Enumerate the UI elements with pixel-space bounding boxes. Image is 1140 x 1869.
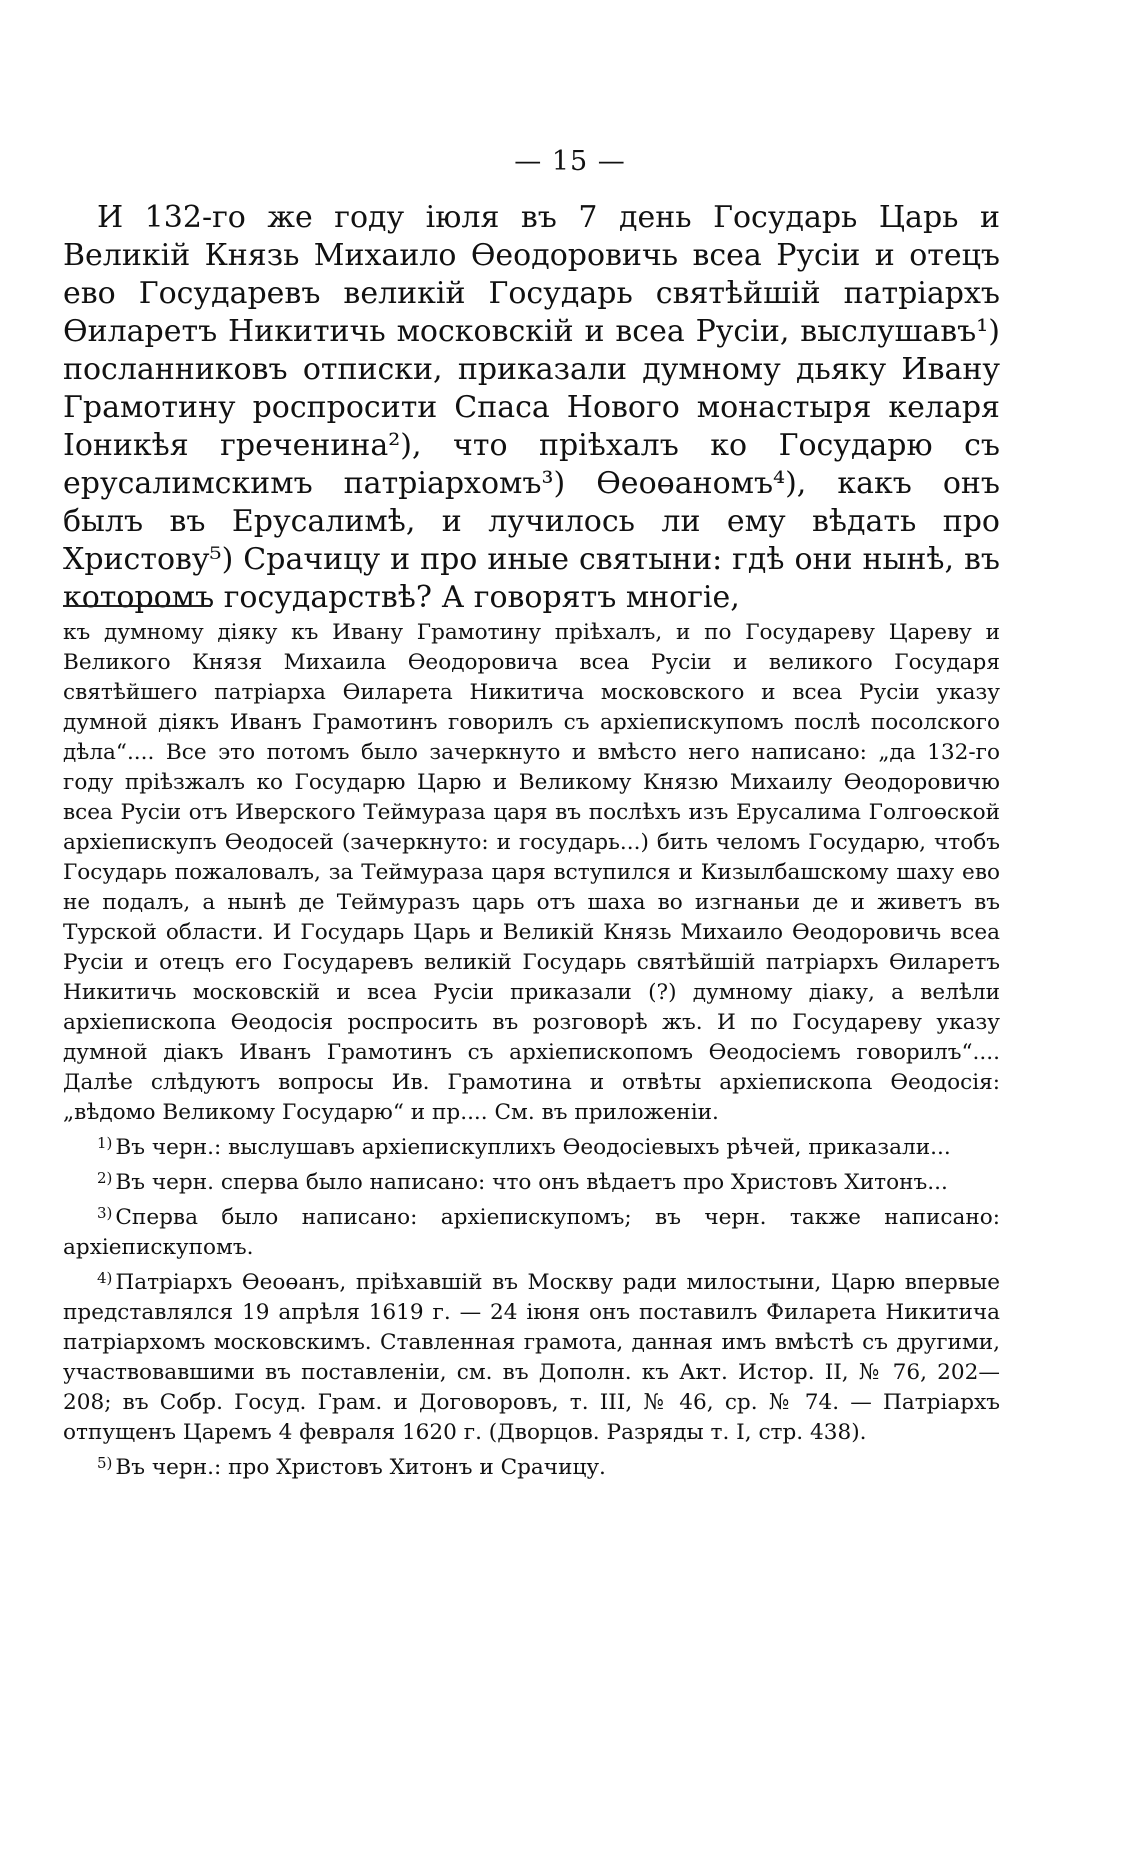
footnote-3 <box>63 1198 1000 1263</box>
footnote-4 <box>63 1263 1000 1448</box>
footnotes-block <box>63 618 1000 1483</box>
footnote-4-mark: 4) <box>97 1269 113 1287</box>
footnote-2 <box>63 1163 1000 1198</box>
page-number: — 15 — <box>514 146 626 177</box>
footnote-5 <box>63 1448 1000 1483</box>
footnote-1-text: Въ черн.: выслушавъ архіепискуплихъ Өеодосіевыхъ рѣчей, приказали... <box>115 1135 951 1160</box>
footnote-2-mark: 2) <box>97 1169 113 1187</box>
footnote-3-mark: 3) <box>97 1204 113 1222</box>
footnote-3-text: Сперва было написано: архіепискупомъ; въ черн. также написано: архіепискупомъ. <box>63 1205 1000 1260</box>
footnote-continuation: къ думному діяку къ Ивану Грамотину пріѣхалъ, и по Государеву Цареву и Великого Князя Михаила Өеодоровича всеа Русіи и великого Государя святѣйшего патріарха Өиларета Никитича московского и всеа Русіи указу думной діякъ Иванъ Грамотинъ говорилъ съ архіепискупомъ послѣ посолского дѣла“.... Все это потомъ было зачеркнуто и вмѣсто него написано: „да 132-го году пріѣзжалъ ко Государю Царю и Великому Князю Михаилу Өеодоровичю всеа Русіи отъ Иверского Теймураза царя въ послѣхъ изъ Ерусалима Голгоөской архіепискупъ Өеодосей (зачеркнуто: и государь...) бить челомъ Государю, чтобъ Государь пожаловалъ, за Теймураза царя вступился и Кизылбашскому шаху ево не подалъ, а нынѣ де Теймуразъ царь отъ шаха во изгнаньи де и живетъ въ Турской области. И Государь Царь и Великій Князь Михаило Өеодоровичь всеа Русіи и отецъ его Государевъ великій Государь святѣйшій патріархъ Өиларетъ Никитичь московскій и всеа Русіи приказали (?) думному діаку, а велѣли архіепископа Өеодосія роспросить въ розговорѣ жъ. И по Государеву указу думной діакъ Иванъ Грамотинъ съ архіепископомъ Өеодосіемъ говорилъ“.... Далѣе слѣдуютъ вопросы Ив. Грамотина и отвѣты архіепископа Өеодосія: „вѣдомо Великому Государю“ и пр.... См. въ приложеніи. <box>63 620 1000 1125</box>
footnote-5-text: Въ черн.: про Христовъ Хитонъ и Срачицу. <box>115 1455 606 1480</box>
footnote-1 <box>63 1128 1000 1163</box>
footnote-1-mark: 1) <box>97 1134 113 1152</box>
footnote-4-text: Патріархъ Өеоөанъ, пріѣхавшій въ Москву ради милостыни, Царю впервые представлялся 19 апрѣля 1619 г. — 24 іюня онъ поставилъ Филарета Никитича патріархомъ московскимъ. Ставленная грамота, данная имъ вмѣстѣ съ другими, участвовавшими въ поставленіи, см. въ Дополн. къ Акт. Истор. II, № 76, 202—208; въ Собр. Госуд. Грам. и Договоровъ, т. III, № 46, ср. № 74. — Патріархъ отпущенъ Царемъ 4 февраля 1620 г. (Дворцов. Разряды т. I, стр. 438). <box>63 1270 1000 1445</box>
footnote-5-mark: 5) <box>97 1454 113 1472</box>
main-paragraph: И 132-го же году іюля въ 7 день Государь Царь и Великій Князь Михаило Өеодоровичь всеа Русіи и отецъ ево Государевъ великій Государь святѣйшій патріархъ Өиларетъ Никитичь московскій и всеа Русіи, выслушавъ¹) посланниковъ отписки, приказали думному дьяку Ивану Грамотину роспросити Спаса Нового монастыря келаря Іоникѣя греченина²), что пріѣхалъ ко Государю съ ерусалимскимъ патріархомъ³) Өеоөаномъ⁴), какъ онъ былъ въ Ерусалимѣ, и лучилось ли ему вѣдать про Христову⁵) Срачицу и про иные святыни: гдѣ они нынѣ, въ которомъ государствѣ? А говорятъ многіе, <box>63 200 1000 615</box>
footnote-separator <box>63 605 211 607</box>
footnote-2-text: Въ черн. сперва было написано: что онъ вѣдаетъ про Христовъ Хитонъ... <box>115 1170 948 1195</box>
